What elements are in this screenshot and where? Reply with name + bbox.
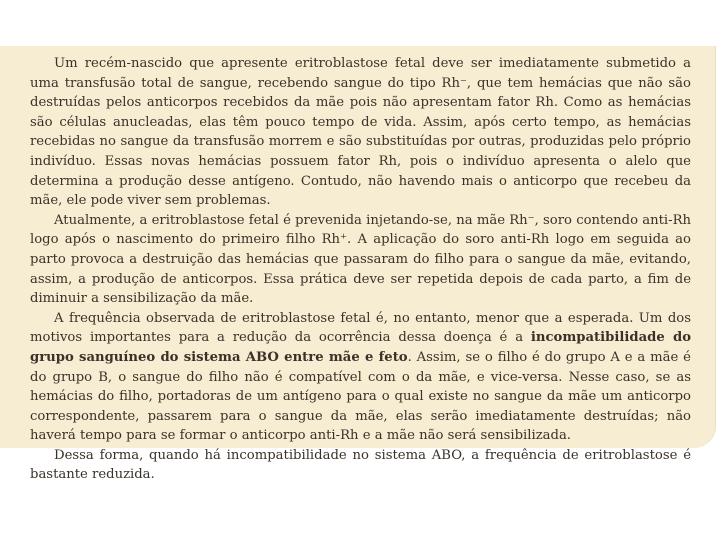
- paragraph-abo-text-start: A frequência observada de eritroblastose fetal é, no entanto, menor que a esperada. Um dos motivos importantes para a redução da ocorrência dessa doença é a: [30, 310, 691, 346]
- highlighted-term: incompatibilidade do grupo sanguíneo do sistema ABO entre mãe e feto: [30, 330, 692, 365]
- text-panel: [0, 46, 716, 483]
- paragraph-conclusion: Dessa forma, quando há incompatibilidade no sistema ABO, a frequência de eritroblastose é bastante reduzida.: [30, 447, 691, 483]
- paragraph-abo-incompatibility: [30, 309, 691, 446]
- paragraph-abo-text-end: . Assim, se o filho é do grupo A e a mãe é do grupo B, o sangue do filho não é compatível com o da mãe, e vice-versa. Nesse caso, se as hemácias do filho, portadoras de um antígeno para o qual existe no sangue da mãe um anticorpo correspondente, passarem para o sangue da mãe, elas serão imediatamente destruídas; não haverá tempo para se formar o anticorpo anti-Rh e a mãe não será sensibilizada.: [30, 349, 691, 444]
- paragraph-treatment: Um recém-nascido que apresente eritroblastose fetal deve ser imediatamente submetido a uma transfusão total de sangue, recebendo sangue do tipo Rh⁻, que tem hemácias que não são destruídas pelos anticorpos recebidos da mãe pois não apresentam fator Rh. Como as hemácias são células anucleadas, elas têm pouco tempo de vida. Assim, após certo tempo, as hemácias recebidas no sangue da transfusão morrem e são substituídas por outras, produzidas pelo próprio indivíduo. Essas novas hemácias possuem fator Rh, pois o indivíduo apresenta o alelo que determina a produção desse antígeno. Contudo, não havendo mais o anticorpo que recebeu da mãe, ele pode viver sem problemas.: [30, 56, 691, 209]
- paragraph-prevention: Atualmente, a eritroblastose fetal é prevenida injetando-se, na mãe Rh⁻, soro contendo anti-Rh logo após o nascimento do primeiro filho Rh⁺. A aplicação do soro anti-Rh logo em seguida ao parto provoca a destruição das hemácias que passaram do filho para o sangue da mãe, evitando, assim, a produção de anticorpos. Essa prática deve ser repetida depois de cada parto, a fim de diminuir a sensibilização da mãe.: [30, 212, 691, 307]
